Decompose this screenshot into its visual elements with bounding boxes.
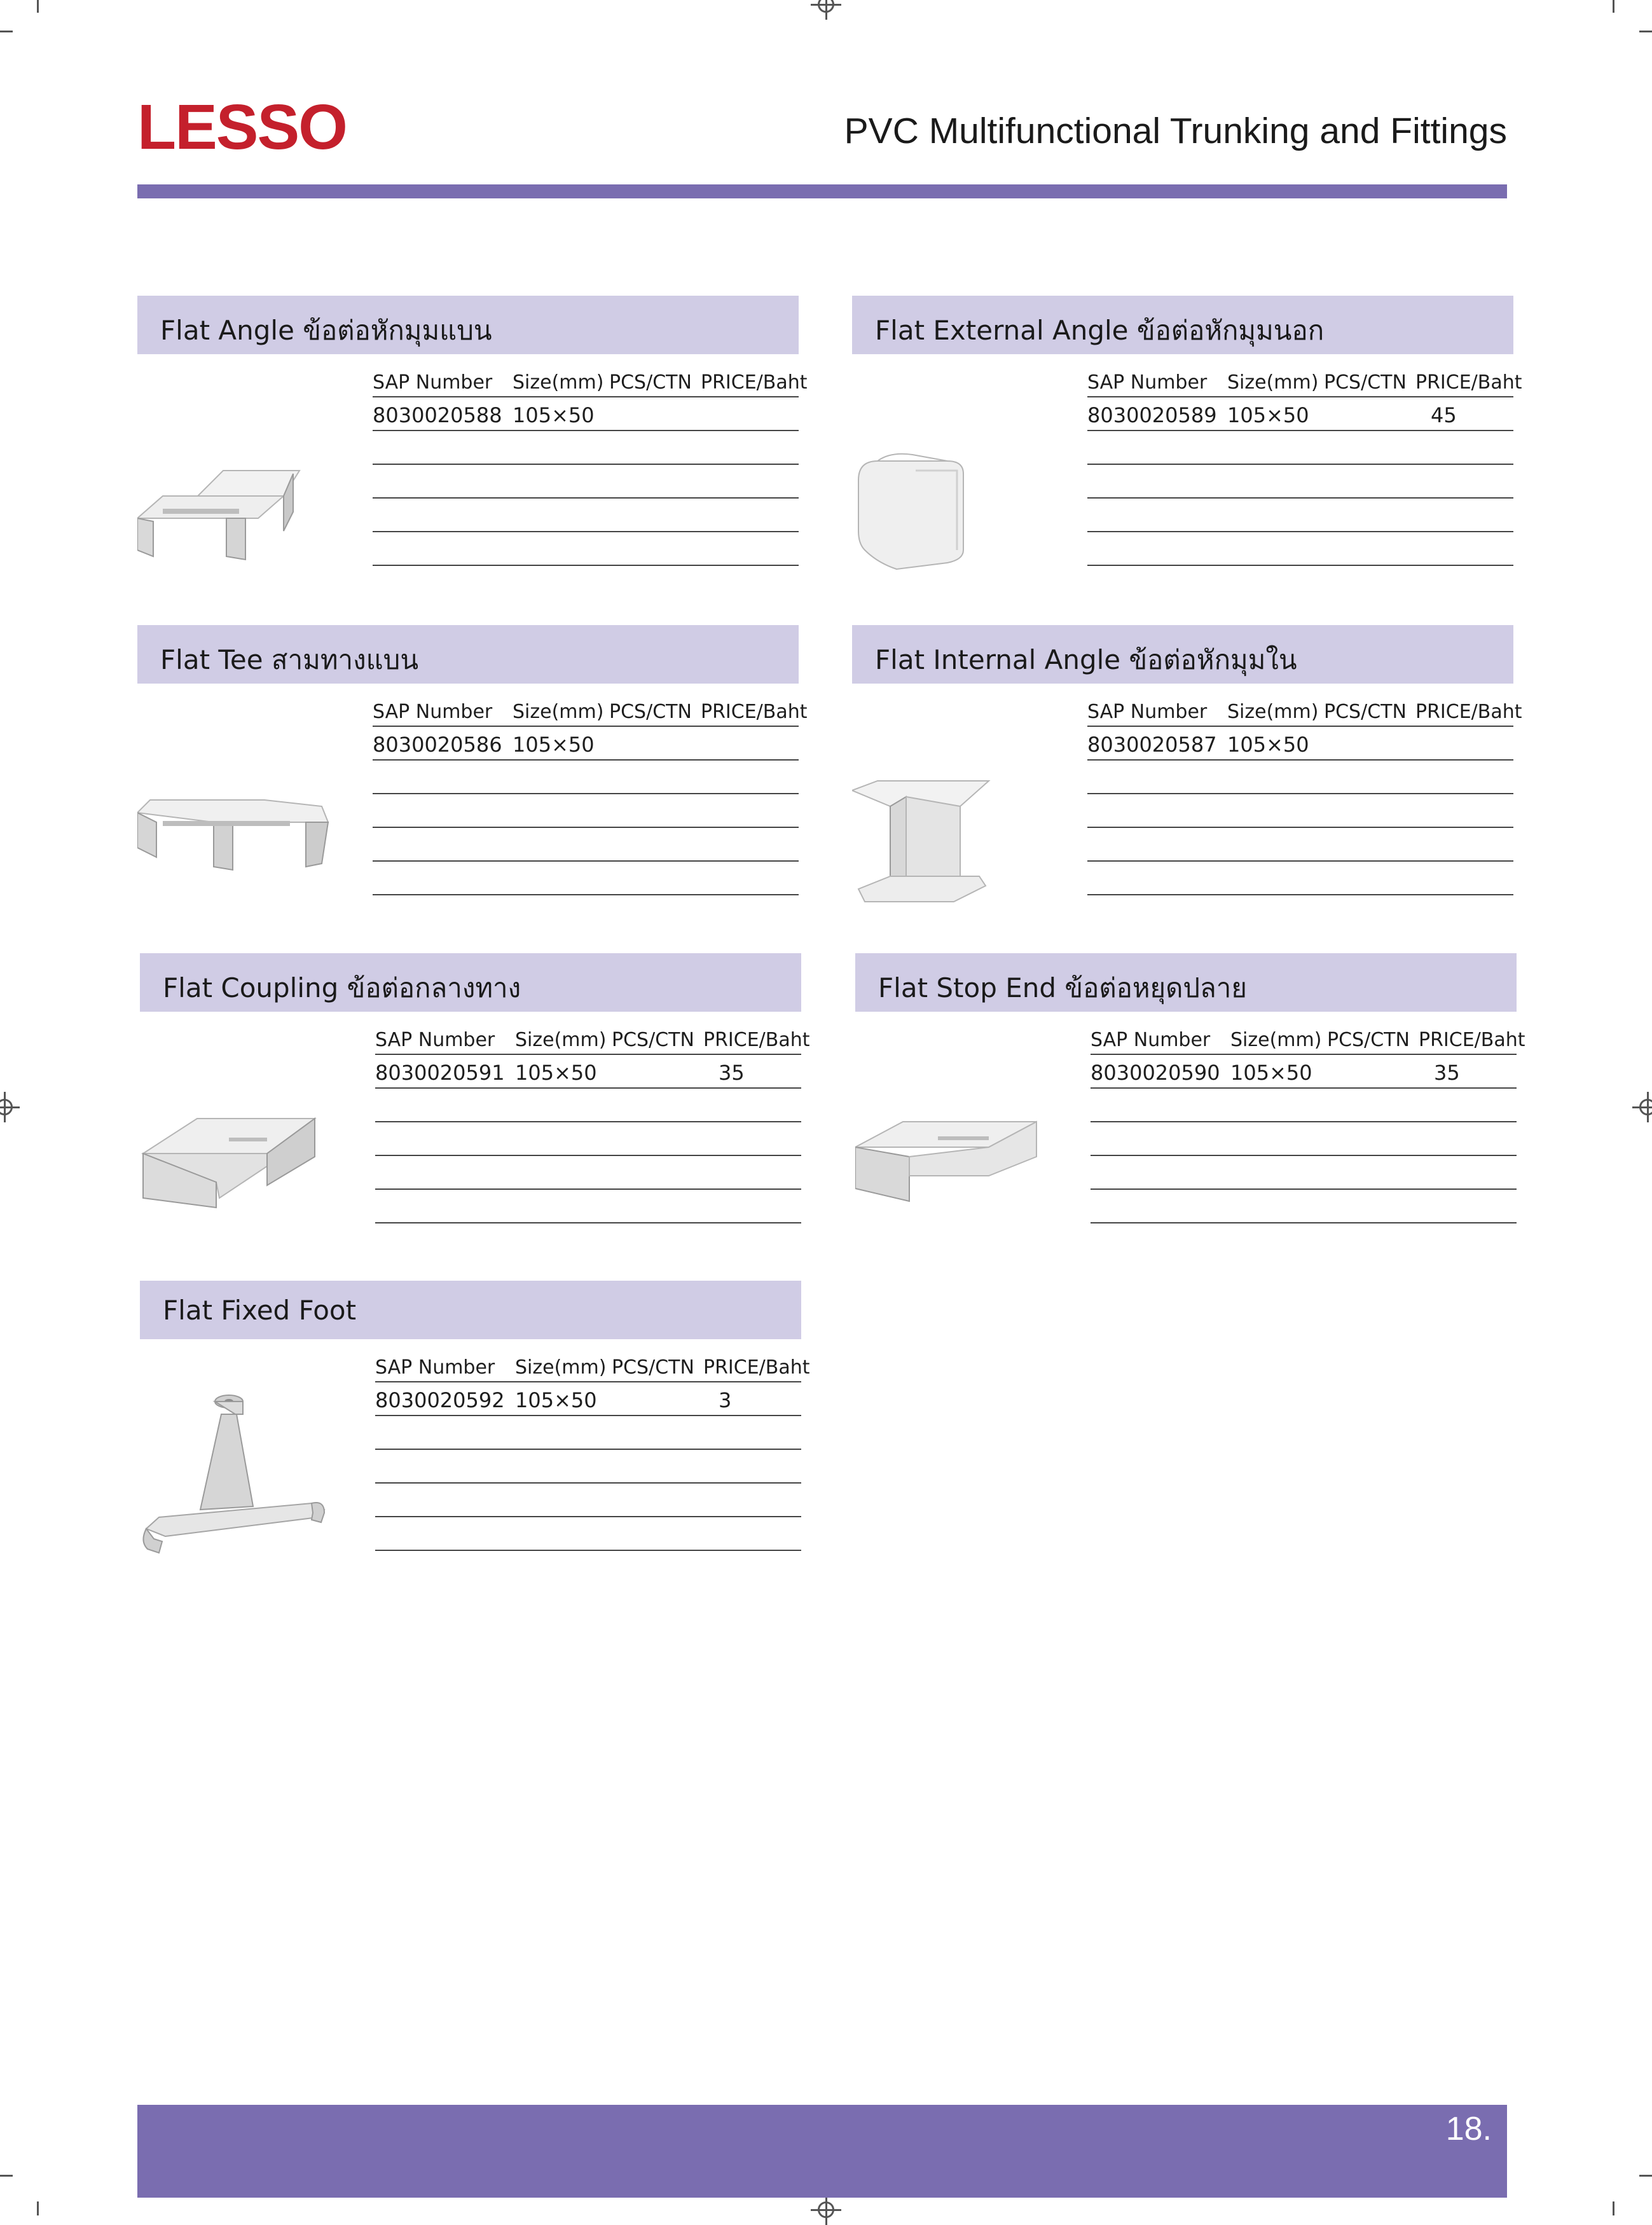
size-value: 105×50 [1230, 1061, 1312, 1085]
flat-coupling-image [140, 1023, 350, 1233]
table-row [1091, 1055, 1517, 1089]
header-divider-bar [137, 184, 1507, 198]
registration-mark [1639, 1099, 1652, 1115]
product-section-flat-angle [137, 296, 808, 595]
table-row [375, 1055, 801, 1089]
product-section-flat-external-angle [852, 296, 1522, 595]
table-row-empty [375, 1517, 801, 1551]
brand-logo: LESSO [137, 92, 347, 163]
col-header-price: PRICE/Baht [1415, 701, 1522, 723]
table-row-empty [375, 1190, 801, 1223]
section-title: Flat Fixed Foot [163, 1295, 357, 1326]
flat-external-angle-image [852, 366, 1062, 575]
col-header-price: PRICE/Baht [701, 371, 808, 394]
sap-number: 8030020587 [1087, 733, 1217, 757]
table-row [375, 1382, 801, 1416]
col-header-sap: SAP Number [373, 701, 493, 723]
table-row [373, 397, 799, 431]
table-header-row [373, 696, 808, 727]
table-row-empty [373, 761, 799, 794]
section-header [852, 625, 1513, 684]
crop-mark [1639, 2175, 1652, 2177]
price-value: 3 [719, 1388, 732, 1412]
table-row-empty [1087, 794, 1513, 828]
table-header-row [375, 1024, 810, 1055]
col-header-pcs: PCS/CTN [609, 371, 692, 394]
table-row-empty [1091, 1190, 1517, 1223]
table-header-row [1091, 1024, 1525, 1055]
col-header-price: PRICE/Baht [1415, 371, 1522, 394]
section-title: Flat Coupling ข้อต่อกลางทาง [163, 972, 521, 1003]
table-row-empty [1091, 1122, 1517, 1156]
table-row-empty [1087, 761, 1513, 794]
registration-mark [818, 2201, 834, 2218]
section-title: Flat External Angle ข้อต่อหักมุมนอก [875, 315, 1325, 346]
section-header [140, 1281, 801, 1339]
table-row-empty [1087, 862, 1513, 895]
price-value: 35 [719, 1061, 745, 1085]
sap-number: 8030020589 [1087, 403, 1217, 427]
col-header-pcs: PCS/CTN [612, 1029, 694, 1051]
table-row-empty [375, 1156, 801, 1190]
product-section-flat-fixed-foot [140, 1281, 810, 1580]
table-row [1087, 397, 1513, 431]
table-row-empty [373, 431, 799, 465]
table-row-empty [1087, 828, 1513, 862]
col-header-sap: SAP Number [373, 371, 493, 394]
crop-mark [0, 31, 13, 32]
product-section-flat-coupling [140, 953, 810, 1252]
registration-mark [818, 0, 834, 13]
table-row-empty [373, 794, 799, 828]
col-header-sap: SAP Number [1091, 1029, 1211, 1051]
registration-mark [0, 1099, 13, 1115]
size-value: 105×50 [1227, 403, 1309, 427]
crop-mark [37, 0, 39, 13]
col-header-size: Size(mm) [513, 701, 604, 723]
col-header-sap: SAP Number [375, 1029, 495, 1051]
product-table [375, 1024, 810, 1223]
crop-mark [1639, 31, 1652, 32]
table-row-empty [1091, 1089, 1517, 1122]
table-row-empty [1087, 431, 1513, 465]
table-row-empty [375, 1122, 801, 1156]
col-header-size: Size(mm) [1230, 1029, 1322, 1051]
table-row-empty [373, 465, 799, 499]
table-row-empty [1091, 1156, 1517, 1190]
crop-mark [0, 2175, 13, 2177]
flat-angle-image [137, 366, 347, 575]
table-header-row [1087, 696, 1522, 727]
section-title: Flat Angle ข้อต่อหักมุมแบน [160, 315, 492, 346]
footer-bar [137, 2105, 1507, 2198]
table-row-empty [373, 532, 799, 566]
flat-fixed-foot-image [140, 1351, 350, 1560]
crop-mark [1613, 0, 1614, 13]
product-table [373, 696, 808, 895]
table-row [373, 727, 799, 761]
table-row-empty [1087, 499, 1513, 532]
table-row-empty [375, 1416, 801, 1450]
crop-mark [1613, 2201, 1614, 2215]
table-row-empty [1087, 532, 1513, 566]
size-value: 105×50 [515, 1061, 597, 1085]
product-table [373, 367, 808, 566]
col-header-sap: SAP Number [1087, 371, 1208, 394]
col-header-sap: SAP Number [1087, 701, 1208, 723]
product-table [375, 1352, 810, 1551]
size-value: 105×50 [1227, 733, 1309, 757]
size-value: 105×50 [513, 403, 595, 427]
table-header-row [375, 1352, 810, 1382]
page-number: 18. [1445, 2111, 1492, 2147]
crop-mark [37, 2201, 39, 2215]
col-header-size: Size(mm) [515, 1029, 607, 1051]
size-value: 105×50 [513, 733, 595, 757]
col-header-size: Size(mm) [515, 1356, 607, 1379]
col-header-sap: SAP Number [375, 1356, 495, 1379]
section-header [140, 953, 801, 1012]
section-header [852, 296, 1513, 354]
section-title: Flat Internal Angle ข้อต่อหักมุมใน [875, 644, 1297, 675]
page-title: PVC Multifunctional Trunking and Fittings [844, 111, 1507, 151]
table-header-row [373, 367, 808, 397]
size-value: 105×50 [515, 1388, 597, 1412]
table-row [1087, 727, 1513, 761]
price-value: 35 [1434, 1061, 1460, 1085]
col-header-pcs: PCS/CTN [1324, 371, 1407, 394]
col-header-pcs: PCS/CTN [612, 1356, 694, 1379]
section-title: Flat Stop End ข้อต่อหยุดปลาย [878, 972, 1247, 1003]
price-value: 45 [1431, 403, 1457, 427]
col-header-price: PRICE/Baht [703, 1356, 810, 1379]
col-header-price: PRICE/Baht [701, 701, 808, 723]
col-header-size: Size(mm) [1227, 701, 1319, 723]
flat-internal-angle-image [852, 695, 1062, 905]
sap-number: 8030020592 [375, 1388, 505, 1412]
sap-number: 8030020590 [1091, 1061, 1220, 1085]
section-header [855, 953, 1517, 1012]
sap-number: 8030020591 [375, 1061, 505, 1085]
section-header [137, 625, 799, 684]
col-header-price: PRICE/Baht [1419, 1029, 1525, 1051]
col-header-pcs: PCS/CTN [609, 701, 692, 723]
sap-number: 8030020588 [373, 403, 502, 427]
product-table [1087, 367, 1522, 566]
table-row-empty [1087, 465, 1513, 499]
col-header-size: Size(mm) [513, 371, 604, 394]
flat-stop-end-image [855, 1023, 1065, 1233]
product-table [1091, 1024, 1525, 1223]
table-row-empty [373, 828, 799, 862]
section-header [137, 296, 799, 354]
col-header-price: PRICE/Baht [703, 1029, 810, 1051]
product-section-flat-tee [137, 625, 808, 924]
table-row-empty [375, 1484, 801, 1517]
table-row-empty [373, 862, 799, 895]
product-section-flat-internal-angle [852, 625, 1522, 924]
col-header-size: Size(mm) [1227, 371, 1319, 394]
flat-tee-image [137, 695, 347, 905]
product-section-flat-stop-end [855, 953, 1525, 1252]
product-table [1087, 696, 1522, 895]
table-row-empty [373, 499, 799, 532]
table-header-row [1087, 367, 1522, 397]
col-header-pcs: PCS/CTN [1324, 701, 1407, 723]
col-header-pcs: PCS/CTN [1327, 1029, 1410, 1051]
table-row-empty [375, 1450, 801, 1484]
section-title: Flat Tee สามทางแบน [160, 644, 419, 675]
sap-number: 8030020586 [373, 733, 502, 757]
table-row-empty [375, 1089, 801, 1122]
